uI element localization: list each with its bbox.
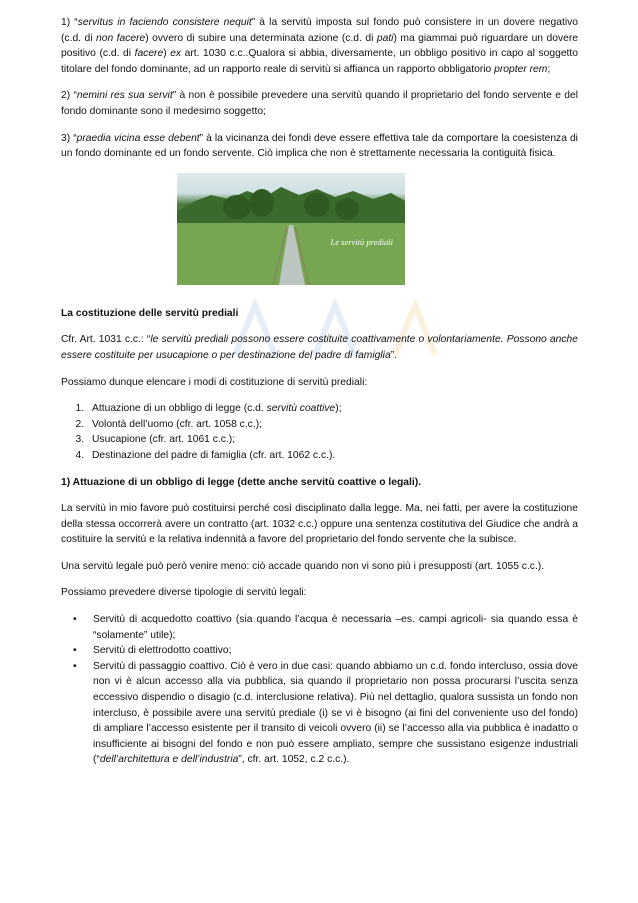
paragraph-cfr-art-1031: Cfr. Art. 1031 c.c.: “le servitù prediali possono essere costituite coattivamente o volontariamente. Possono anche essere costituite per usucapione o per destinazione del padre di famiglia”. [61,334,578,361]
bullet-icon: • [73,645,77,657]
list-item: • Servitù di passaggio coattivo. Ciò è vero in due casi: quando abbiamo un c.d. fondo intercluso, ossia dove non vi è alcun accesso alla via pubblica, sia quando il proprietario non possa procurarsi l’uscita senza eccessivo dispendio o disagio (c.d. interclusione relativa). Più nel dettaglio, qualora sussista un fondo non intercluso, è possibile avere una servitù prediale (i) se vi è bisogno (ai fini del conveniente uso del fondo) di ampliare l’accesso esistente per il transito di veicoli ovvero (ii) se l’accesso alla via pubblica è inadatto o insufficiente ai bisogni del fondo e non può essere ampliato, sempre che sussistano esigenze industriali (“dell’architettura e dell’industria”, cfr. art. 1052, c.2 c.c.). [73,660,578,766]
landscape-photo [177,173,405,285]
bullet-list-tipologie [61,612,578,768]
list-item: 4. Destinazione del padre di famiglia (cfr. art. 1062 c.c.). [87,448,578,464]
landscape-drawing [177,173,405,285]
section-heading-costituzione: La costituzione delle servitù prediali [61,307,239,319]
paragraph-praedia-vicina: 3) “praedia vicina esse debent” à la vicinanza dei fondi deve essere effettiva tale da comportare la coesistenza di un fondo dominante ed un fondo servente. Ciò implica che non è strettamente necessaria la contiguità fisica. [61,132,578,160]
paragraph-servitu-favore: La servitù in mio favore può costituirsi perché così disciplinato dalla legge. Ma, nei fatti, per avere la costituzione della stessa occorrerà avere un contratto (art. 1032 c.c.) oppure una sentenza costitutiva del Giudice che andrà a costituire la servitù e la relativa indennità a favore del proprietario del fondo servente che la subisce. [61,503,578,546]
photo-caption: Le servitù prediali [330,236,393,247]
illustration-area [61,173,578,285]
list-item: 1. Attuazione di un obbligo di legge (c.d. servitù coattive); [87,401,578,417]
paragraph-nemini-res-sua: 2) “nemini res sua servit” à non è possibile prevedere una servitù quando il proprietario del fondo servente e del fondo dominante sono il medesimo soggetto; [61,90,579,117]
paragraph-servitu-legale: Una servitù legale può però venire meno: ciò accade quando non vi sono più i presupposti (art. 1055 c.c.). [61,560,545,572]
list-item: 3. Usucapione (cfr. art. 1061 c.c.); [87,432,578,448]
paragraph-tipologie: Possiamo prevedere diverse tipologie di servitù legali: [61,587,307,599]
list-item: 2. Volontà dell’uomo (cfr. art. 1058 c.c.); [87,417,578,433]
document-body [61,15,578,768]
paragraph-intro-modi: Possiamo dunque elencare i modi di costituzione di servitù prediali: [61,376,368,388]
bullet-icon: • [73,660,77,672]
paragraph-servitus-in-faciendo: 1) “servitus in faciendo consistere nequit” à la servitù imposta sul fondo può consistere in un dovere negativo (c.d. di non facere) ovvero di subire una determinata azione (c.d. di pati) ma giammai può riguardare un dovere positivo (c.d. di facere) ex art. 1030 c.c..Qualora si abbia, diversamente, un obbligo positivo in capo al soggetto titolare del fondo dominante, ad un rapporto reale di servitù si affianca un rapporto obbligatorio propter rem; [61,17,578,75]
numbered-list-modi [61,401,578,463]
list-item: • Servitù di elettrodotto coattivo; [89,643,578,659]
section-heading-obbligo-legge: 1) Attuazione di un obbligo di legge (dette anche servitù coattive o legali). [61,476,422,488]
bullet-icon: • [73,614,77,626]
list-item: • Servitù di acquedotto coattivo (sia quando l’acqua è necessaria –es. campi agricoli- sia quando essa è “solamente” utile); [73,614,578,641]
